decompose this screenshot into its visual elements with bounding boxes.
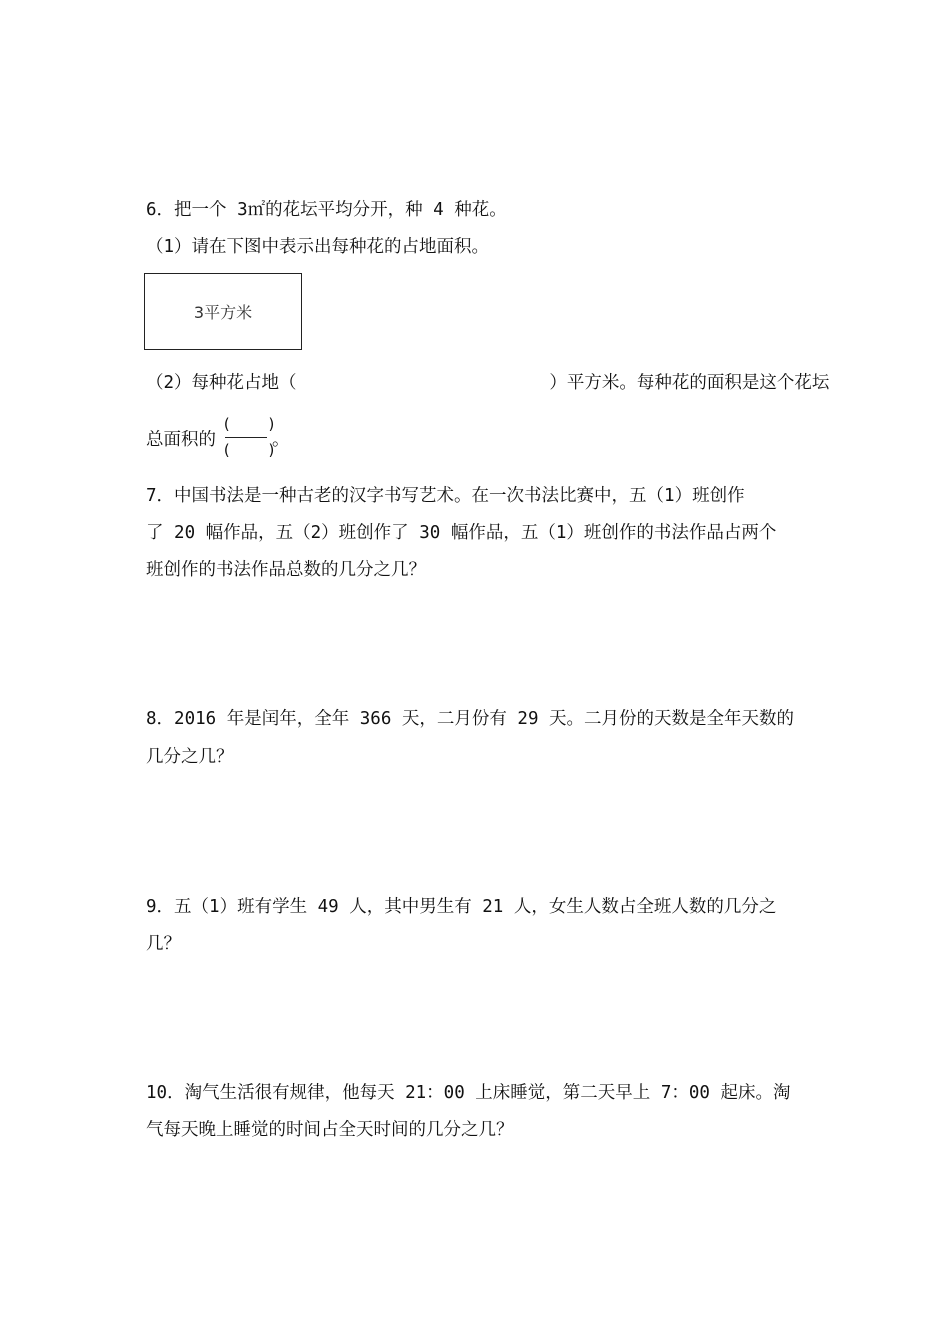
q7-line-1: 7．中国书法是一种古老的汉字书写艺术。在一次书法比赛中，五（1）班创作 (146, 486, 745, 506)
q7-line-3: 班创作的书法作品总数的几分之几？ (146, 560, 426, 580)
fraction-denominator-blank[interactable]: ( ) (222, 441, 277, 459)
q6-title: 6．把一个 3㎡的花坛平均分开，种 4 种花。 (146, 200, 507, 220)
q8-line-1: 8．2016 年是闰年，全年 366 天，二月份有 29 天。二月份的天数是全年天数的 (146, 709, 795, 729)
flower-bed-label: 3平方米 (193, 303, 253, 322)
q6-part2: （2）每种花占地（ ）平方米。每种花的面积是这个花坛 (146, 373, 830, 393)
q10-line-2: 气每天晚上睡觉的时间占全天时间的几分之几？ (146, 1120, 514, 1140)
q9-line-1: 9．五（1）班有学生 49 人，其中男生有 21 人，女生人数占全班人数的几分之 (146, 897, 777, 917)
q6-period: 。 (272, 430, 290, 450)
q9-line-2: 几？ (146, 934, 181, 954)
q6-part2-continued: 总面积的 (146, 430, 216, 450)
flower-bed-rectangle (144, 273, 302, 350)
answer-fraction[interactable] (222, 414, 277, 462)
q6-part1: （1）请在下图中表示出每种花的占地面积。 (146, 237, 490, 257)
fraction-numerator-blank[interactable]: ( ) (222, 415, 277, 433)
q7-line-2: 了 20 幅作品，五（2）班创作了 30 幅作品，五（1）班创作的书法作品占两个 (146, 523, 777, 543)
q8-line-2: 几分之几？ (146, 747, 234, 767)
fraction-bar (225, 437, 267, 438)
q10-line-1: 10．淘气生活很有规律，他每天 21：00 上床睡觉，第二天早上 7：00 起床。淘 (146, 1083, 791, 1103)
